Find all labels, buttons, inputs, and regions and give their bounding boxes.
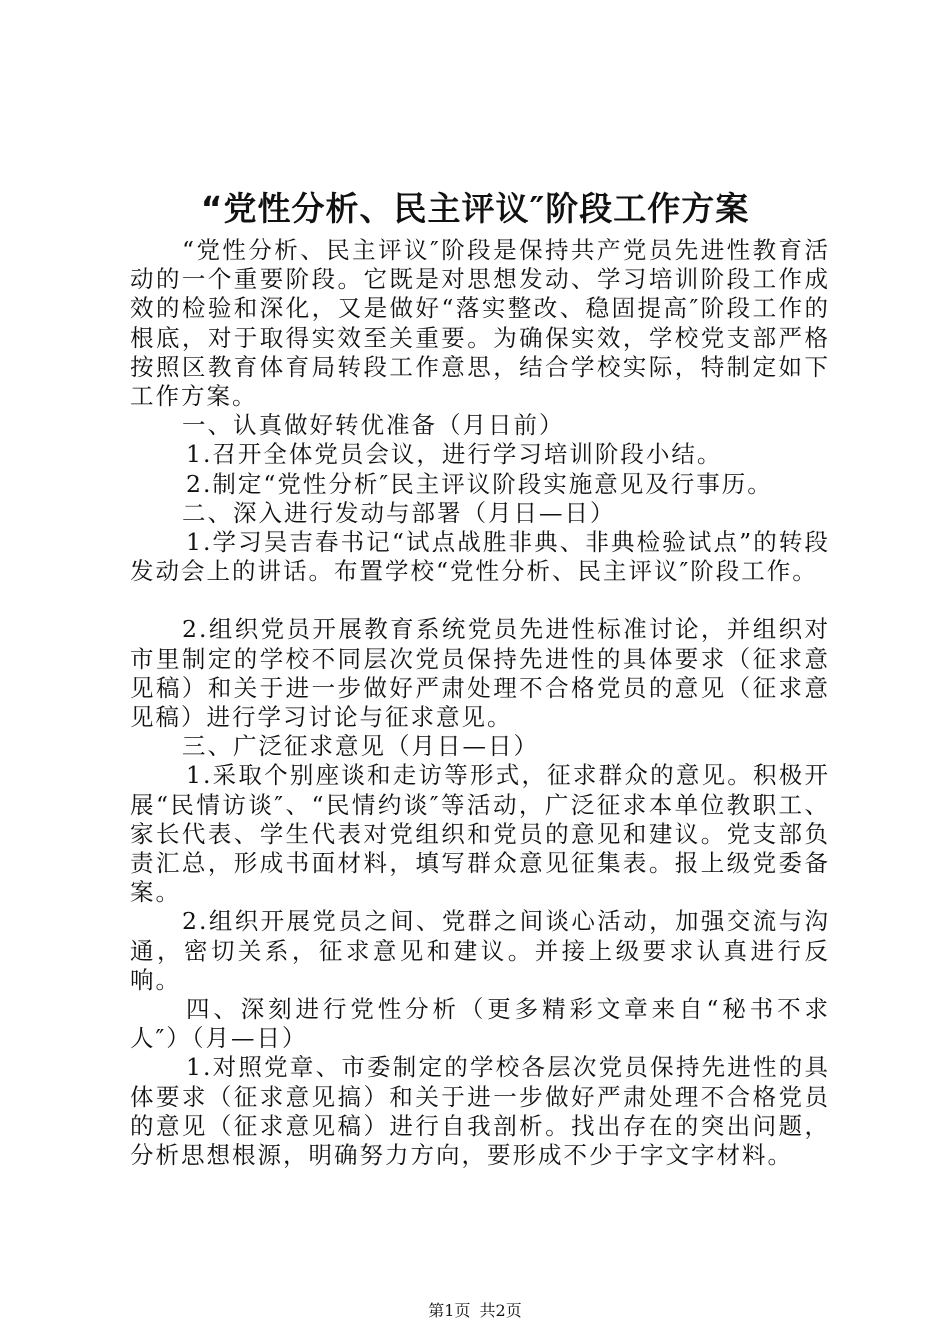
document-body: [130, 236, 830, 1170]
section-1-item-1: 1.召开全体党员会议，进行学习培训阶段小结。: [186, 440, 723, 469]
section-heading-2: 二、深入进行发动与部署（月日—日）: [182, 498, 616, 527]
section-3-item-1: 1.采取个别座谈和走访等形式，征求群众的意见。积极开展“民情访谈″、“民情约谈″等活动，广泛征求本单位教职工、家长代表、学生代表对党组织和党员的意见和建议。党支部负责汇总，形成书面材料，填写群众意见征集表。报上级党委备案。: [130, 761, 830, 907]
section-1-item-2: 2.制定“党性分析″民主评议阶段实施意见及行事历。: [186, 469, 773, 498]
page-footer: [0, 1300, 950, 1322]
section-heading-4: 四、深刻进行党性分析（更多精彩文章来自“秘书不求人″）（月—日）: [130, 995, 830, 1053]
section-4-item-1: 1.对照党章、市委制定的学校各层次党员保持先进性的具体要求（征求意见搞）和关于进一步做好严肃处理不合格党员的意见（征求意见稿）进行自我剖析。找出存在的突出问题，分析思想根源，明确努力方向，要形成不少于字文字材料。: [130, 1053, 830, 1170]
section-3-item-2: 2.组织开展党员之间、党群之间谈心活动，加强交流与沟通，密切关系，征求意见和建议。并接上级要求认真进行反响。: [130, 907, 830, 994]
section-heading-1: 一、认真做好转优准备（月日前）: [182, 411, 565, 440]
section-2-item-1: 1.学习吴吉春书记“试点战胜非典、非典检验试点”的转段发动会上的讲话。布置学校“党性分析、民主评议″阶段工作。: [130, 528, 830, 586]
document-title: “党性分析、民主评议″阶段工作方案: [200, 189, 750, 228]
page-total: 共2页: [479, 1301, 522, 1320]
section-2-item-2: 2.组织党员开展教育系统党员先进性标准讨论，并组织对市里制定的学校不同层次党员保持先进性的具体要求（征求意见稿）和关于进一步做好严肃处理不合格党员的意见（征求意见稿）进行学习讨论与征求意见。: [130, 615, 830, 732]
page-number: 第1页: [428, 1301, 471, 1320]
section-heading-3: 三、广泛征求意见（月日—日）: [182, 732, 539, 761]
intro-paragraph: “党性分析、民主评议″阶段是保持共产党员先进性教育活动的一个重要阶段。它既是对思想发动、学习培训阶段工作成效的检验和深化，又是做好“落实整改、稳固提高″阶段工作的根底，对于取得实效至关重要。为确保实效，学校党支部严格按照区教育体育局转段工作意思，结合学校实际，特制定如下工作方案。: [130, 236, 830, 411]
paragraph-gap: [130, 586, 830, 615]
